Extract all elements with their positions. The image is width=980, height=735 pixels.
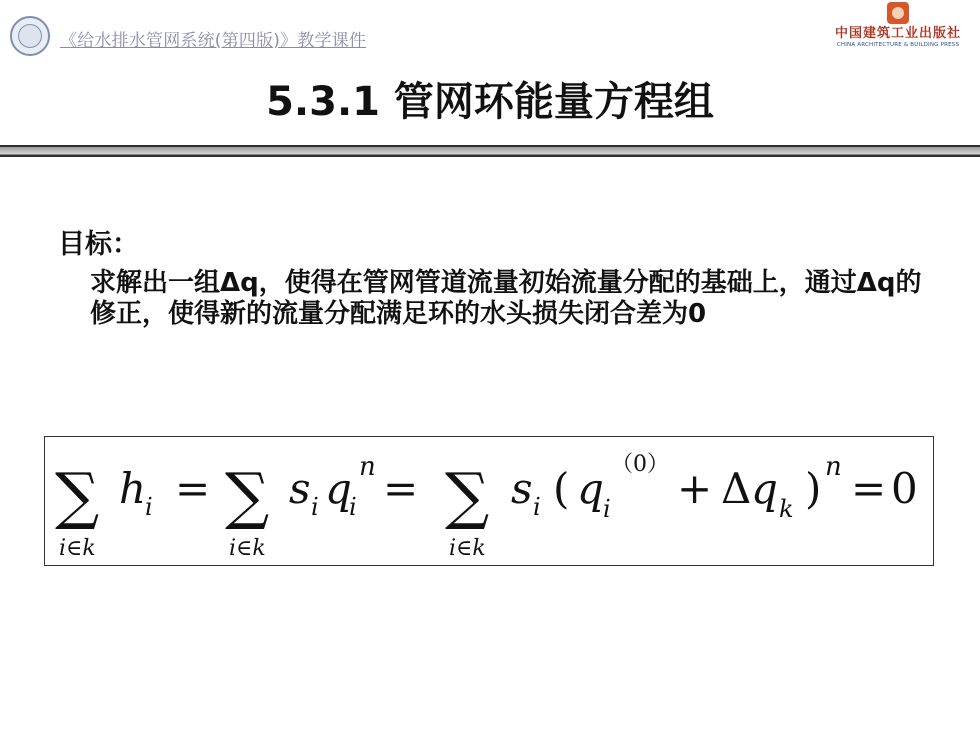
head-loss-h: h <box>119 464 147 513</box>
equals-sign: = <box>851 464 887 513</box>
subscript-i: i <box>533 493 541 521</box>
flow-q: q <box>577 464 604 513</box>
publisher-logo <box>828 2 968 49</box>
delta-symbol: Δ <box>721 464 752 513</box>
subscript-i: i <box>145 493 153 521</box>
exponent-n: n <box>359 452 376 482</box>
title-divider <box>0 145 980 157</box>
publisher-name-en: CHINA ARCHITECTURE & BUILDING PRESS <box>836 42 960 48</box>
coefficient-s: s <box>511 464 533 513</box>
summation-symbol: ∑ <box>225 459 270 532</box>
course-title-link[interactable]: 《给水排水管网系统(第四版)》教学课件 <box>60 31 367 51</box>
subscript-i: i <box>311 493 319 521</box>
plus-sign: + <box>677 464 713 513</box>
summation-index: i∈k <box>229 536 266 561</box>
formula-box <box>44 436 934 566</box>
superscript-zero: （0） <box>611 452 669 477</box>
goal-text: 求解出一组Δq，使得在管网管道流量初始流量分配的基础上，通过Δq的修正，使得新的流量分配满足环的水头损失闭合差为0 <box>90 268 922 329</box>
subscript-k: k <box>779 495 794 523</box>
zero-value: 0 <box>891 464 918 513</box>
summation-index: i∈k <box>449 536 486 561</box>
university-seal-icon <box>10 16 50 56</box>
right-paren: ) <box>805 464 822 513</box>
subscript-i: i <box>349 493 357 521</box>
goal-heading: 目标： <box>58 229 139 260</box>
subscript-i: i <box>603 495 611 523</box>
exponent-n: n <box>825 452 842 482</box>
loop-energy-equation <box>45 437 935 567</box>
equals-sign: = <box>175 464 211 513</box>
publisher-name-cn: 中国建筑工业出版社 <box>834 26 961 41</box>
summation-index: i∈k <box>59 536 96 561</box>
coefficient-s: s <box>289 464 311 513</box>
publisher-logo-icon <box>887 2 909 24</box>
flow-q: q <box>751 464 778 513</box>
summation-symbol: ∑ <box>55 459 100 532</box>
equals-sign: = <box>383 464 419 513</box>
flow-q: q <box>325 464 352 513</box>
left-paren: ( <box>553 464 570 513</box>
summation-symbol: ∑ <box>445 459 490 532</box>
slide-title: 5.3.1 管网环能量方程组 <box>266 79 714 125</box>
